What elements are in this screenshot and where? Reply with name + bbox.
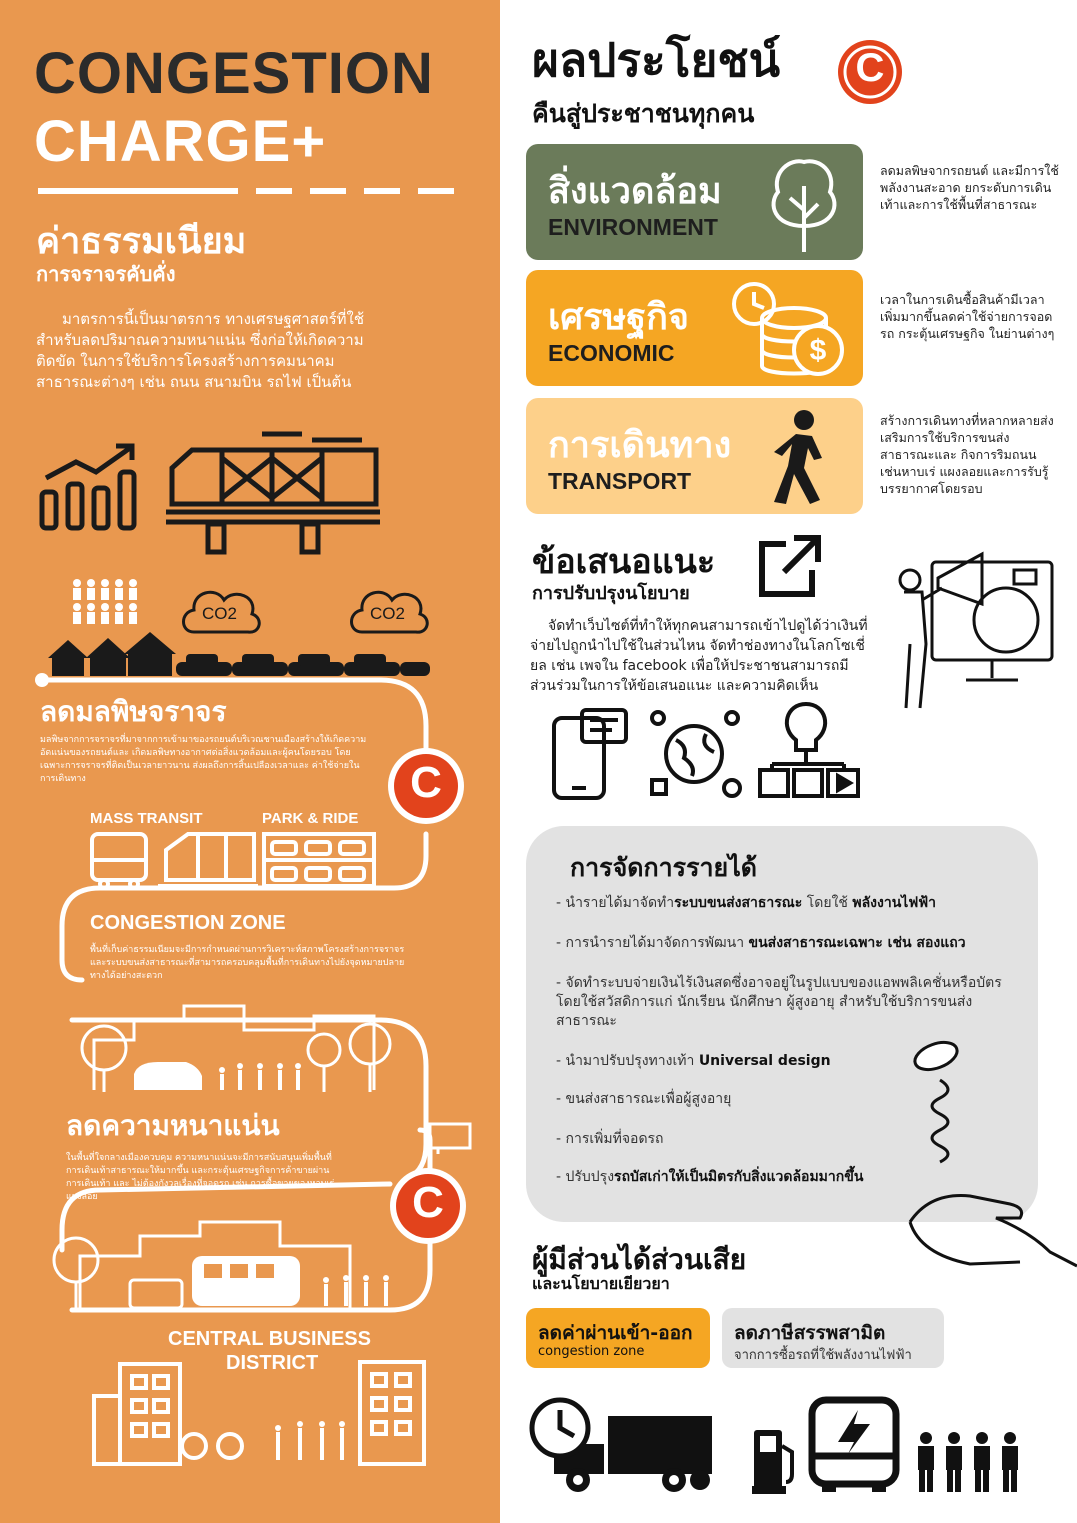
- external-link-icon: [756, 534, 822, 600]
- park-ride-label: PARK & RIDE: [262, 810, 359, 827]
- pill-congestion-fee: [526, 1308, 710, 1368]
- card-economic-en: ECONOMIC: [548, 340, 675, 366]
- cbd-buildings-icon: [90, 1356, 440, 1466]
- pill2-main: ลดภาษีสรรพสามิต: [734, 1322, 886, 1344]
- revenue-item-7: - ปรับปรุงรถบัสเก่าให้เป็นมิตรกับสิ่งแวดล้อมมากขึ้น: [556, 1169, 864, 1185]
- c-badge-header-label: C: [855, 46, 885, 90]
- card-environment-en: ENVIRONMENT: [548, 214, 718, 240]
- card-environment: [526, 144, 863, 260]
- city-street-icon: [74, 1000, 394, 1096]
- megaphone-presenter-icon: [896, 548, 1058, 714]
- toll-sign-icon: [428, 1120, 474, 1154]
- congestion-zone-label: CONGESTION ZONE: [90, 912, 286, 934]
- suggest-text: จัดทำเว็บไซต์ที่ทำให้ทุกคนสามารถเข้าไปดูได้ว่าเงินที่จ่ายไปถูกนำไปใช้ในส่วนไหน จัดทำช่องทางในโลกโซเชี่ยล เช่น เพจใน facebook เพื่อให้ประชาชนสามารถมีส่วนร่วมในการให้ข้อเสนอแนะ และความคิดเห็น: [530, 618, 868, 694]
- revenue-item-5: - ขนส่งสาธารณะเพื่อผู้สูงอายุ: [556, 1091, 732, 1107]
- benefit-title: ผลประโยชน์: [532, 33, 781, 87]
- dashed-divider: [38, 188, 458, 194]
- revenue-title: การจัดการรายได้: [570, 853, 758, 882]
- ev-charger-icon: [752, 1424, 798, 1494]
- tree-icon: [764, 156, 844, 254]
- section1-title: ลดมลพิษจราจร: [40, 695, 227, 728]
- section2-title: ลดความหนาแน่น: [66, 1109, 280, 1142]
- card-environment-th: สิ่งแวดล้อม: [548, 171, 722, 212]
- suggest-title: ข้อเสนอแนะ: [532, 542, 716, 582]
- cbd-line1: CENTRAL BUSINESS: [168, 1328, 371, 1350]
- title-line2: CHARGE+: [34, 109, 327, 174]
- card-transport: [526, 398, 863, 514]
- stake-title: ผู้มีส่วนได้ส่วนเสีย: [532, 1243, 747, 1276]
- coins-clock-icon: [728, 278, 852, 382]
- svg-text:$: $: [809, 334, 827, 367]
- card-environment-desc: ลดมลพิษจากรถยนต์ และมีการใช้พลังงานสะอาด ยกระดับการเดินเท้าและการใช้พื้นที่สาธารณะ: [880, 163, 1059, 212]
- card-economic-desc: เวลาในการเดินซื้อสินค้ามีเวลาเพิ่มมากขึ้นลดค่าใช้จ่ายการจอดรถ กระตุ้นเศรษฐกิจ ในย่านต่างๆ: [880, 292, 1055, 341]
- crowd-icon: [72, 578, 144, 628]
- idea-media-icon: [756, 698, 864, 800]
- pill2-sub: จากการซื้อรถที่ใช้พลังงานไฟฟ้า: [734, 1348, 912, 1363]
- delivery-truck-clock-icon: [524, 1394, 716, 1494]
- bus-street-icon: [50, 1216, 410, 1316]
- suggest-subtitle: การปรับปรุงนโยบาย: [532, 583, 690, 604]
- skytrain-icon: [162, 428, 384, 556]
- card-transport-th: การเดินทาง: [548, 425, 732, 466]
- revenue-item-4: - นำมาปรับปรุงทางเท้า Universal design: [556, 1053, 831, 1069]
- card-transport-en: TRANSPORT: [548, 468, 692, 494]
- growth-chart-icon: [38, 440, 142, 534]
- card-transport-desc: สร้างการเดินทางที่หลากหลายส่งเสริมการใช้บริการขนส่งสาธารณะและ กิจการริมถนน เช่นหาบเร่ แผงลอยและการรับรู้บรรยากาศโดยรอบ: [880, 413, 1054, 496]
- people-group-icon: [914, 1432, 1026, 1494]
- section1-text: มลพิษจากการจราจรที่มาจากการเข้ามาของรถยนต์บริเวณชานเมืองสร้างให้เกิดความอัดแน่นของรถยนต์และ เกิดมลพิษทางอากาศต่อสิ่งแวดล้อมและผู้คนโดยรอบ โดยเฉพาะการจราจรที่ติดเป็นเวลายาวนาน ส่งผลถึงการสิ้นเปลืองเวลาและ ค่าใช้จ่ายในการเดินทาง: [40, 735, 367, 784]
- card-economic-th: เศรษฐกิจ: [548, 297, 689, 338]
- pill-excise-tax: [722, 1308, 944, 1368]
- title-line1: CONGESTION: [34, 41, 434, 106]
- co2-label-1: CO2: [202, 604, 237, 623]
- pill1-main: ลดค่าผ่านเข้า-ออก: [538, 1322, 693, 1344]
- walking-person-icon: [764, 408, 834, 508]
- benefit-subtitle: คืนสู่ประชาชนทุกคน: [532, 99, 755, 128]
- cbd-line2: DISTRICT: [226, 1352, 319, 1374]
- revenue-item-6: - การเพิ่มที่จอดรถ: [556, 1131, 664, 1147]
- section2-text: ในพื้นที่ใจกลางเมืองควบคุม ความหนาแน่นจะมีการสนับสนุนเพิ่มพื้นที่การเดินเท้าสาธารณะให้มากขึ้น และกระตุ้นเศรษฐกิจการค้าขายผ่าน การเดินเท้า และ ไม่ต้องกังวลเรื่องที่จอดรถ เช่น การซื้อขายของหาบเร่แผงลอย: [66, 1153, 335, 1202]
- stake-subtitle: และนโยบายเยียวยา: [532, 1274, 670, 1293]
- revenue-item-2: - การนำรายได้มาจัดการพัฒนา ขนส่งสาธารณะเฉพาะ เช่น สองแถว: [556, 935, 966, 951]
- revenue-item-1: - นำรายได้มาจัดทำระบบขนส่งสาธารณะ โดยใช้ พลังงานไฟฟ้า: [556, 895, 937, 911]
- c-badge-1-label: C: [410, 758, 442, 807]
- pill1-sub: congestion zone: [538, 1344, 645, 1359]
- electric-bus-icon: [804, 1394, 904, 1494]
- left-panel: [0, 0, 500, 1523]
- card-economic: [526, 270, 863, 386]
- global-network-icon: [648, 706, 744, 800]
- subtitle-th: ค่าธรรมเนียม: [36, 221, 247, 262]
- zone-text: พื้นที่เก็บค่าธรรมเนียมจะมีการกำหนดผ่านการวิเคราะห์สภาพโครงสร้างการจราจรและระบบขนส่งสาธารณะที่สามารถครอบคลุมพื้นที่การเดินทางไปยังจุดหมายปลายทางได้อย่างสะดวก: [90, 945, 405, 981]
- right-panel: [500, 0, 1077, 1523]
- mass-transit-label: MASS TRANSIT: [90, 810, 203, 827]
- mobile-chat-icon: [550, 704, 630, 800]
- revenue-item-3: - จัดทำระบบจ่ายเงินไร้เงินสดซึ่งอาจอยู่ในรูปแบบของแอพพลิเคชั่นหรือบัตร โดยใช้สวัสดิการแก่ นักเรียน นักศึกษา ผู้สูงอายุ สำหรับใช้บริการขนส่งสาธารณะ: [556, 975, 1002, 1029]
- coin-flip-hand-icon: [900, 1032, 1077, 1292]
- subtitle-th-small: การจราจรคับคั่ง: [36, 262, 176, 286]
- intro-text: มาตรการนี้เป็นมาตรการ ทางเศรษฐศาสตร์ที่ใช้สำหรับลดปริมาณความหนาแน่น ซึ่งก่อให้เกิดความติดขัด ในการใช้บริการโครงสร้างการคมนาคมสาธารณะต่างๆ เช่น ถนน สนามบิน รถไฟ เป็นต้น: [36, 310, 365, 391]
- c-badge-2-label: C: [412, 1178, 444, 1227]
- transit-parking-icons: [88, 830, 378, 892]
- co2-label-2: CO2: [370, 604, 405, 623]
